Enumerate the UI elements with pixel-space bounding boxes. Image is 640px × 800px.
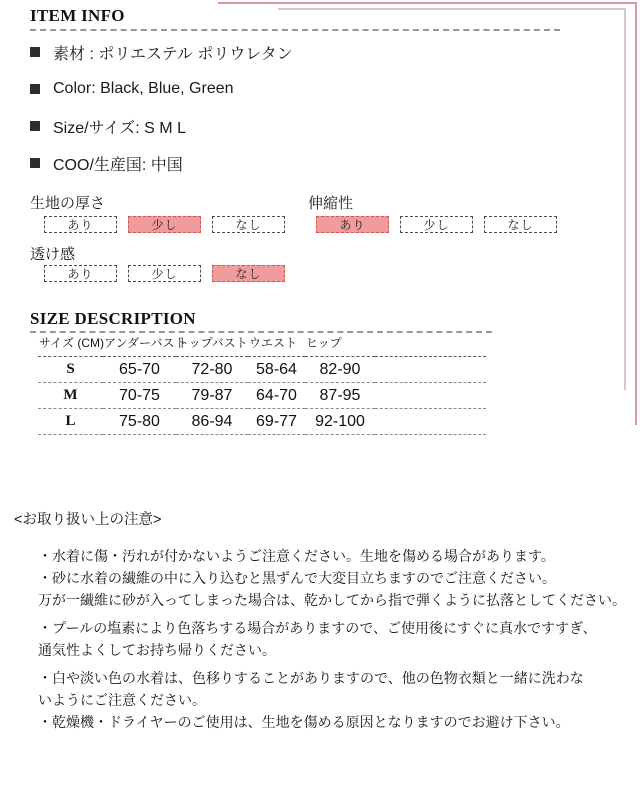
size-label: M bbox=[38, 383, 103, 409]
info-item-label: 素材 : ポリエステル ポリウレタン bbox=[53, 45, 293, 63]
cell-topbust: 79-87 bbox=[176, 383, 248, 409]
table-row-l bbox=[38, 409, 486, 435]
table-row-s bbox=[38, 357, 486, 383]
col-filler bbox=[375, 334, 486, 357]
cell-waist: 58-64 bbox=[248, 357, 305, 383]
fabric-thickness-options bbox=[44, 216, 285, 233]
info-item-label: Size/サイズ: S M L bbox=[53, 119, 186, 137]
cell-topbust: 86-94 bbox=[176, 409, 248, 435]
option-ari: あり bbox=[44, 265, 117, 282]
cell-hip: 82-90 bbox=[305, 357, 375, 383]
size-table bbox=[38, 334, 486, 435]
item-info-title: ITEM INFO bbox=[30, 6, 125, 25]
option-sukoshi: 少し bbox=[400, 216, 473, 233]
care-notes-list bbox=[38, 545, 626, 733]
item-info-divider bbox=[30, 29, 560, 31]
size-label: S bbox=[38, 357, 103, 383]
care-line: ・白や淡い色の水着は、色移りすることがありますので、他の色物衣類と一緒に洗わな bbox=[38, 670, 584, 686]
cell-filler bbox=[375, 383, 486, 409]
option-ari: あり bbox=[44, 216, 117, 233]
cell-underbust: 75-80 bbox=[103, 409, 176, 435]
care-line: ・水着に傷・汚れが付かないようご注意ください。生地を傷める場合があります。 bbox=[38, 548, 555, 564]
cell-waist: 64-70 bbox=[248, 383, 305, 409]
info-item-label: Color: Black, Blue, Green bbox=[53, 80, 234, 97]
option-nashi: なし bbox=[484, 216, 557, 233]
info-item-color bbox=[30, 79, 293, 99]
option-nashi: なし bbox=[212, 216, 285, 233]
option-nashi: なし bbox=[212, 265, 285, 282]
cell-hip: 87-95 bbox=[305, 383, 375, 409]
col-waist: ウエスト bbox=[248, 334, 305, 357]
col-topbust: トップバスト bbox=[176, 334, 248, 357]
option-sukoshi: 少し bbox=[128, 265, 201, 282]
bullet-square-icon bbox=[30, 47, 40, 57]
info-item-size bbox=[30, 116, 293, 136]
option-sukoshi: 少し bbox=[128, 216, 201, 233]
size-table-header-row bbox=[38, 334, 486, 357]
size-description-divider bbox=[30, 331, 492, 333]
bullet-square-icon bbox=[30, 158, 40, 168]
care-line: 万が一繊維に砂が入ってしまった場合は、乾かしてから指で弾くように払落としてください。 bbox=[38, 592, 626, 608]
cell-underbust: 70-75 bbox=[103, 383, 176, 409]
col-hip: ヒップ bbox=[305, 334, 375, 357]
stretch-options bbox=[316, 216, 557, 233]
col-size: サイズ (CM) bbox=[38, 334, 103, 357]
bullet-square-icon bbox=[30, 121, 40, 131]
col-underbust: アンダーバスト bbox=[103, 334, 176, 357]
info-item-coo bbox=[30, 153, 293, 173]
care-notes-title: <お取り扱い上の注意> bbox=[14, 512, 162, 528]
cell-topbust: 72-80 bbox=[176, 357, 248, 383]
care-line: ・砂に水着の繊維の中に入り込むと黒ずんで大変目立ちますのでご注意ください。 bbox=[38, 570, 556, 586]
care-line: ・乾燥機・ドライヤーのご使用は、生地を傷める原因となりますのでお避け下さい。 bbox=[38, 714, 570, 730]
size-description-title: SIZE DESCRIPTION bbox=[30, 309, 196, 328]
fabric-thickness-label: 生地の厚さ bbox=[30, 195, 106, 212]
table-row-m bbox=[38, 383, 486, 409]
size-label: L bbox=[38, 409, 103, 435]
bullet-square-icon bbox=[30, 84, 40, 94]
cell-hip: 92-100 bbox=[305, 409, 375, 435]
cell-waist: 69-77 bbox=[248, 409, 305, 435]
stretch-label: 伸縮性 bbox=[308, 195, 354, 212]
info-item-material bbox=[30, 42, 293, 62]
item-info-list bbox=[30, 42, 293, 190]
cell-underbust: 65-70 bbox=[103, 357, 176, 383]
cell-filler bbox=[375, 357, 486, 383]
care-line: いようにご注意ください。 bbox=[38, 692, 206, 708]
sheerness-label: 透け感 bbox=[30, 246, 76, 263]
option-ari: あり bbox=[316, 216, 389, 233]
cell-filler bbox=[375, 409, 486, 435]
care-line: 通気性よくしてお持ち帰りください。 bbox=[38, 642, 276, 658]
sheerness-options bbox=[44, 265, 285, 282]
care-line: ・プールの塩素により色落ちする場合がありますので、ご使用後にすぐに真水ですすぎ、 bbox=[38, 620, 597, 636]
info-item-label: COO/生産国: 中国 bbox=[53, 156, 183, 174]
